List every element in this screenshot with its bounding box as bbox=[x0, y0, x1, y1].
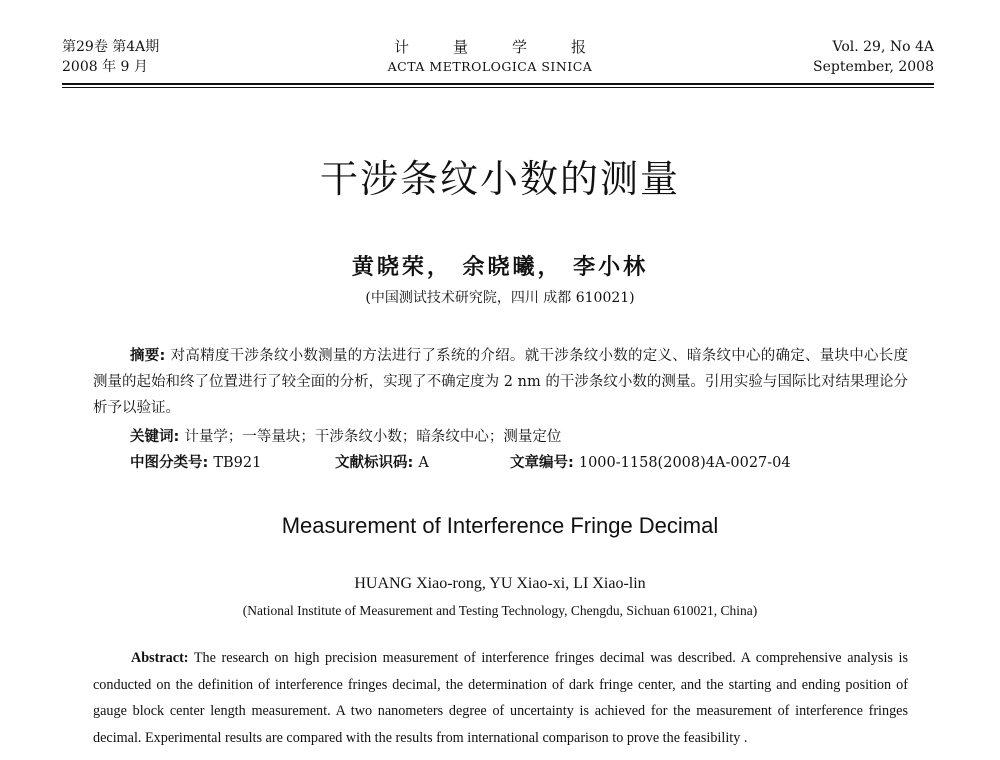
header-right bbox=[813, 37, 934, 77]
keywords-cn-text: 计量学；一等量块；干涉条纹小数；暗条纹中心；测量定位 bbox=[184, 429, 562, 445]
keywords-cn-label: 关键词 bbox=[130, 429, 174, 445]
authors-en: HUANG Xiao-rong, YU Xiao-xi, LI Xiao-lin bbox=[354, 575, 646, 592]
abstract-en-label: Abstract: bbox=[131, 650, 189, 666]
clc-number: 中图分类号: TB921 bbox=[130, 455, 262, 471]
date-cn: 2008 年 9 月 bbox=[62, 59, 148, 75]
header-left bbox=[62, 37, 159, 77]
journal-title-en: ACTA METROLOGICA SINICA bbox=[387, 59, 593, 74]
volume-en: Vol. 29, No 4A bbox=[832, 39, 934, 55]
abstract-en bbox=[93, 645, 908, 751]
date-en: September, 2008 bbox=[813, 59, 934, 75]
article-number: 文章编号: 1000-1158(2008)4A-0027-04 bbox=[510, 455, 791, 471]
keywords-cn: 关键词: 计量学；一等量块；干涉条纹小数；暗条纹中心；测量定位 bbox=[130, 429, 562, 445]
document-code: 文献标识码: A bbox=[335, 455, 429, 471]
affiliation-en: (National Institute of Measurement and Testing Technology, Chengdu, Sichuan 610021, China) bbox=[242, 603, 758, 618]
header-rule-thin bbox=[62, 87, 934, 88]
header-rule-thick bbox=[62, 83, 934, 85]
header-center bbox=[360, 37, 630, 77]
affiliation-cn: (中国测试技术研究院，四川 成都 610021) bbox=[365, 290, 635, 306]
paper-title-cn: 干涉条纹小数的测量 bbox=[319, 157, 680, 201]
abstract-en-text: The research on high precision measurement of interference fringes decimal was described. A comprehensive analysis is conducted on the definition of interference fringes decimal, the determination of dark fringe center, and the starting and ending position of gauge block center length measurement. A two nanometers degree of uncertainty is achieved for the measurement of interference fringes decimal. Experimental results are compared with the results from international comparison to prove the feasibility . bbox=[93, 650, 908, 746]
abstract-cn: 摘要: 对高精度干涉条纹小数测量的方法进行了系统的介绍。就干涉条纹小数的定义、暗条纹中心的确定、量块中心长度测量的起始和终了位置进行了较全面的分析，实现了不确定度为 2 nm 的干涉条纹小数的测量。引用实验与国际比对结果理论分析予以验证。 bbox=[93, 348, 909, 416]
paper-title-en: Measurement of Interference Fringe Decimal bbox=[281, 513, 719, 538]
abstract-cn-text: 对高精度干涉条纹小数测量的方法进行了系统的介绍。就干涉条纹小数的定义、暗条纹中心的确定、量块中心长度测量的起始和终了位置进行了较全面的分析，实现了不确定度为 2 nm 的干涉条纹小数的测量。引用实验与国际比对结果理论分析予以验证。 bbox=[93, 348, 909, 416]
journal-title-cn: 计量学报 bbox=[393, 38, 630, 56]
volume-cn: 第29卷 第4A期 bbox=[62, 39, 160, 55]
authors-cn: 黄晓荣， 余晓曦， 李小林 bbox=[351, 254, 649, 280]
abstract-cn-label: 摘要 bbox=[130, 348, 160, 364]
